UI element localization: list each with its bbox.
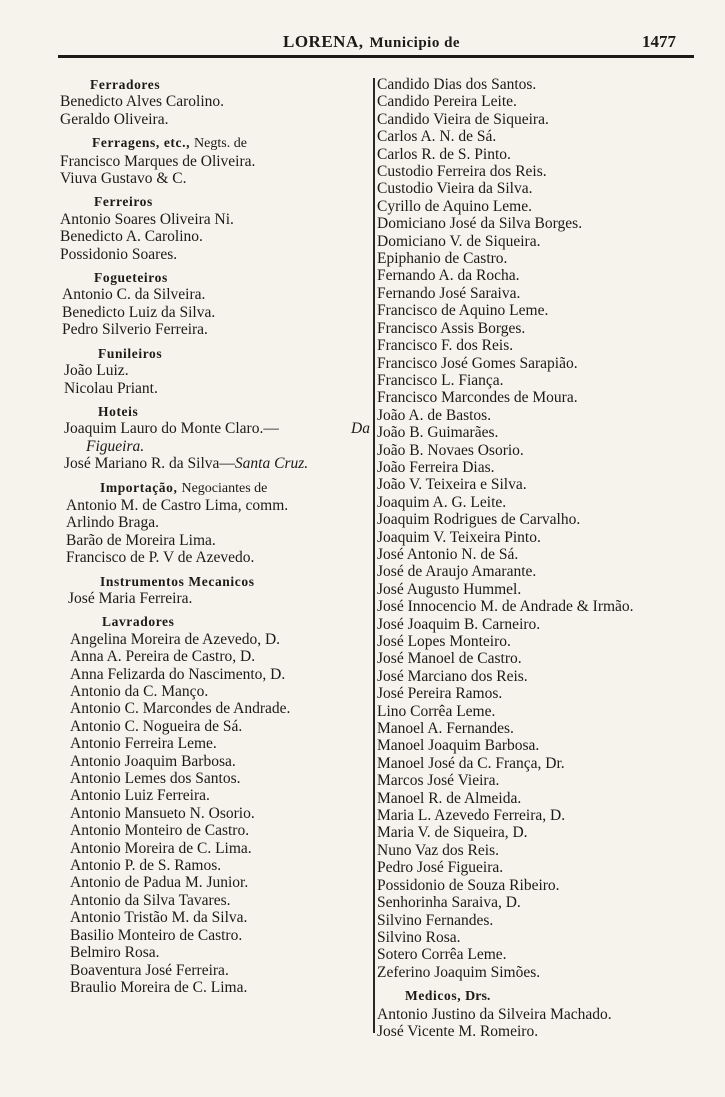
section-ferragens: [58, 134, 370, 187]
list-item: Manoel R. de Almeida.: [377, 789, 522, 807]
section-heading: Ferreiros: [94, 194, 153, 210]
list-item: Viuva Gustavo & C.: [60, 170, 187, 188]
page-header: [58, 32, 694, 54]
list-item: Maria L. Azevedo Ferreira, D.: [377, 807, 566, 825]
list-item: Domiciano V. de Siqueira.: [377, 232, 541, 250]
list-item: João Luiz.: [64, 362, 129, 380]
heading-text: Ferragens, etc.,: [92, 135, 191, 151]
section-heading: [60, 134, 370, 152]
list-item: Antonio Moreira de C. Lima.: [70, 839, 252, 857]
list-item: José Lopes Monteiro.: [377, 633, 511, 650]
list-item: Francisco F. dos Reis.: [377, 337, 514, 355]
list-item: Joaquim V. Teixeira Pinto.: [377, 528, 541, 546]
section-heading: Fogueteiros: [94, 270, 168, 286]
list-item: Sotero Corrêa Leme.: [377, 946, 507, 964]
list-item: Carlos A. N. de Sá.: [377, 128, 497, 146]
heading-subtitle: Drs.: [465, 989, 491, 1005]
list-item: Boaventura José Ferreira.: [70, 961, 229, 979]
list-item: José Innocencio M. de Andrade & Irmão.: [377, 598, 634, 616]
list-item: Benedicto A. Carolino.: [60, 228, 203, 246]
list-item: Antonio Mansueto N. Osorio.: [70, 804, 255, 822]
section-lavradores: [58, 613, 370, 996]
list-item: Barão de Moreira Lima.: [66, 531, 216, 549]
list-item: José Antonio N. de Sá.: [377, 545, 519, 563]
list-item: [64, 420, 370, 437]
list-item: João B. Novaes Osorio.: [377, 441, 524, 459]
section-heading: Ferradores: [90, 77, 161, 92]
list-item: Antonio C. Marcondes de Andrade.: [70, 700, 291, 718]
section-ferreiros: [58, 193, 370, 263]
list-item: Joaquim Rodrigues de Carvalho.: [377, 511, 581, 529]
list-item: Candido Vieira de Siqueira.: [377, 110, 549, 128]
list-item: José Maria Ferreira.: [68, 589, 193, 607]
list-item: Domiciano José da Silva Borges.: [377, 215, 583, 233]
section-ferradores: [58, 76, 370, 128]
list-item: Francisco Assis Borges.: [377, 319, 526, 337]
list-item: Manoel Joaquim Barbosa.: [377, 737, 540, 755]
section-instrumentos: [58, 573, 370, 608]
list-item: Possidonio Soares.: [60, 245, 178, 263]
heading-subtitle: Negociantes de: [181, 480, 268, 496]
column-divider: [373, 78, 375, 1033]
list-item: Antonio C. da Silveira.: [62, 286, 206, 304]
list-item: Custodio Ferreira dos Reis.: [377, 163, 547, 181]
list-item: Francisco de Aquino Leme.: [377, 302, 549, 320]
section-heading: Funileiros: [98, 345, 163, 361]
heading-text: Importação,: [100, 479, 178, 495]
list-item: Nicolau Priant.: [64, 379, 158, 397]
list-item: Lino Corrêa Leme.: [377, 702, 496, 720]
list-item: Francisco Marcondes de Moura.: [377, 389, 578, 407]
list-item: Francisco Marques de Oliveira.: [60, 152, 256, 170]
section-hoteis: [58, 403, 370, 473]
list-item: Basilio Monteiro de Castro.: [70, 926, 243, 944]
list-item: Francisco José Gomes Sarapião.: [377, 354, 578, 372]
hotel-name: Santa Cruz.: [234, 455, 309, 473]
header-rule: [58, 55, 694, 58]
town-name: LORENA,: [283, 32, 364, 51]
section-heading: [377, 987, 697, 1005]
list-item: Angelina Moreira de Azevedo, D.: [70, 630, 281, 648]
list-item: Fernando José Saraiva.: [377, 284, 521, 302]
list-item: Antonio Monteiro de Castro.: [70, 822, 250, 840]
list-item: Senhorinha Saraiva, D.: [377, 894, 521, 912]
list-item: Arlindo Braga.: [66, 514, 159, 532]
list-item: Maria V. de Siqueira, D.: [377, 824, 528, 842]
list-item: João B. Guimarães.: [377, 424, 499, 442]
list-item: Antonio C. Nogueira de Sá.: [70, 717, 243, 735]
hotel-name: Da: [351, 420, 370, 438]
heading-subtitle: Negts. de: [194, 136, 247, 152]
list-item: Antonio Tristão M. da Silva.: [70, 909, 248, 927]
list-item: Antonio P. de S. Ramos.: [70, 857, 222, 875]
section-fogueteiros: [58, 269, 370, 339]
section-heading: [66, 479, 370, 497]
list-item: Custodio Vieira da Silva.: [377, 180, 533, 198]
hotel-name-cont: Figueira.: [86, 437, 145, 455]
list-item: Anna A. Pereira de Castro, D.: [70, 648, 256, 666]
list-item: Antonio M. de Castro Lima, comm.: [66, 496, 289, 514]
list-item: Fernando A. da Rocha.: [377, 267, 520, 285]
list-item: Francisco L. Fiança.: [377, 371, 504, 389]
list-item: [64, 455, 370, 472]
list-item: Pedro Silverio Ferreira.: [62, 321, 208, 339]
list-item: Antonio Ferreira Leme.: [70, 735, 217, 753]
lavradores-continued: [377, 76, 697, 981]
page-number: 1477: [642, 32, 676, 51]
list-item: Antonio Soares Oliveira Ni.: [60, 210, 234, 228]
list-item: Silvino Rosa.: [377, 928, 461, 946]
list-item: João V. Teixeira e Silva.: [377, 476, 527, 494]
hotel-owner: José Mariano R. da Silva—: [64, 455, 235, 473]
section-heading: Hoteis: [98, 403, 139, 419]
section-importacao: [58, 479, 370, 567]
list-item: João Ferreira Dias.: [377, 458, 495, 476]
list-item: Carlos R. de S. Pinto.: [377, 145, 511, 163]
list-item: Possidonio de Souza Ribeiro.: [377, 876, 560, 894]
hotel-owner: Joaquim Lauro do Monte Claro.—: [64, 420, 279, 438]
right-column: [377, 76, 697, 1040]
list-item: Benedicto Luiz da Silva.: [62, 303, 216, 321]
list-item: Antonio da Silva Tavares.: [70, 891, 231, 909]
list-item: João A. de Bastos.: [377, 406, 492, 424]
list-item: Epiphanio de Castro.: [377, 250, 508, 268]
section-funileiros: [58, 345, 370, 397]
heading-text: Medicos,: [405, 988, 462, 1004]
list-item: Anna Felizarda do Nascimento, D.: [70, 665, 286, 683]
list-item: Belmiro Rosa.: [70, 944, 160, 962]
list-item: Antonio Justino da Silveira Machado.: [377, 1005, 612, 1023]
section-heading: Lavradores: [102, 614, 175, 630]
list-item: Zeferino Joaquim Simões.: [377, 963, 541, 981]
list-item: Braulio Moreira de C. Lima.: [70, 978, 248, 996]
section-medicos: [377, 987, 697, 1040]
list-item: Antonio Joaquim Barbosa.: [70, 752, 236, 770]
list-item: Benedicto Alves Carolino.: [60, 93, 225, 111]
list-item: Cyrillo de Aquino Leme.: [377, 197, 532, 215]
list-item: Geraldo Oliveira.: [60, 110, 169, 128]
list-item: Antonio da C. Manço.: [70, 683, 209, 700]
list-item: Manoel A. Fernandes.: [377, 720, 514, 738]
list-item: José Manoel de Castro.: [377, 650, 522, 668]
list-item: Antonio Lemes dos Santos.: [70, 770, 241, 788]
list-item: Joaquim A. G. Leite.: [377, 493, 507, 511]
list-item: José Joaquim B. Carneiro.: [377, 615, 541, 633]
list-item: José Marciano dos Reis.: [377, 667, 528, 685]
list-item: Pedro José Figueira.: [377, 859, 504, 877]
list-item: José Augusto Hummel.: [377, 580, 522, 598]
list-item: José Vicente M. Romeiro.: [377, 1022, 539, 1040]
list-item: José Pereira Ramos.: [377, 685, 503, 703]
section-heading: Instrumentos Mecanicos: [100, 573, 255, 589]
list-item: Candido Dias dos Santos.: [377, 76, 537, 93]
list-item: Candido Pereira Leite.: [377, 93, 517, 111]
list-item: Francisco de P. V de Azevedo.: [66, 549, 255, 567]
list-item: Antonio de Padua M. Junior.: [70, 874, 249, 892]
list-item: Antonio Luiz Ferreira.: [70, 787, 210, 805]
municipio-label: Municipio de: [369, 35, 461, 51]
left-column: [58, 76, 370, 996]
list-item: Silvino Fernandes.: [377, 911, 494, 929]
list-item: Manoel José da C. França, Dr.: [377, 754, 565, 772]
list-item: Nuno Vaz dos Reis.: [377, 841, 499, 859]
list-item: Marcos José Vieira.: [377, 772, 500, 790]
page-title: [283, 32, 460, 52]
list-item: José de Araujo Amarante.: [377, 563, 537, 581]
